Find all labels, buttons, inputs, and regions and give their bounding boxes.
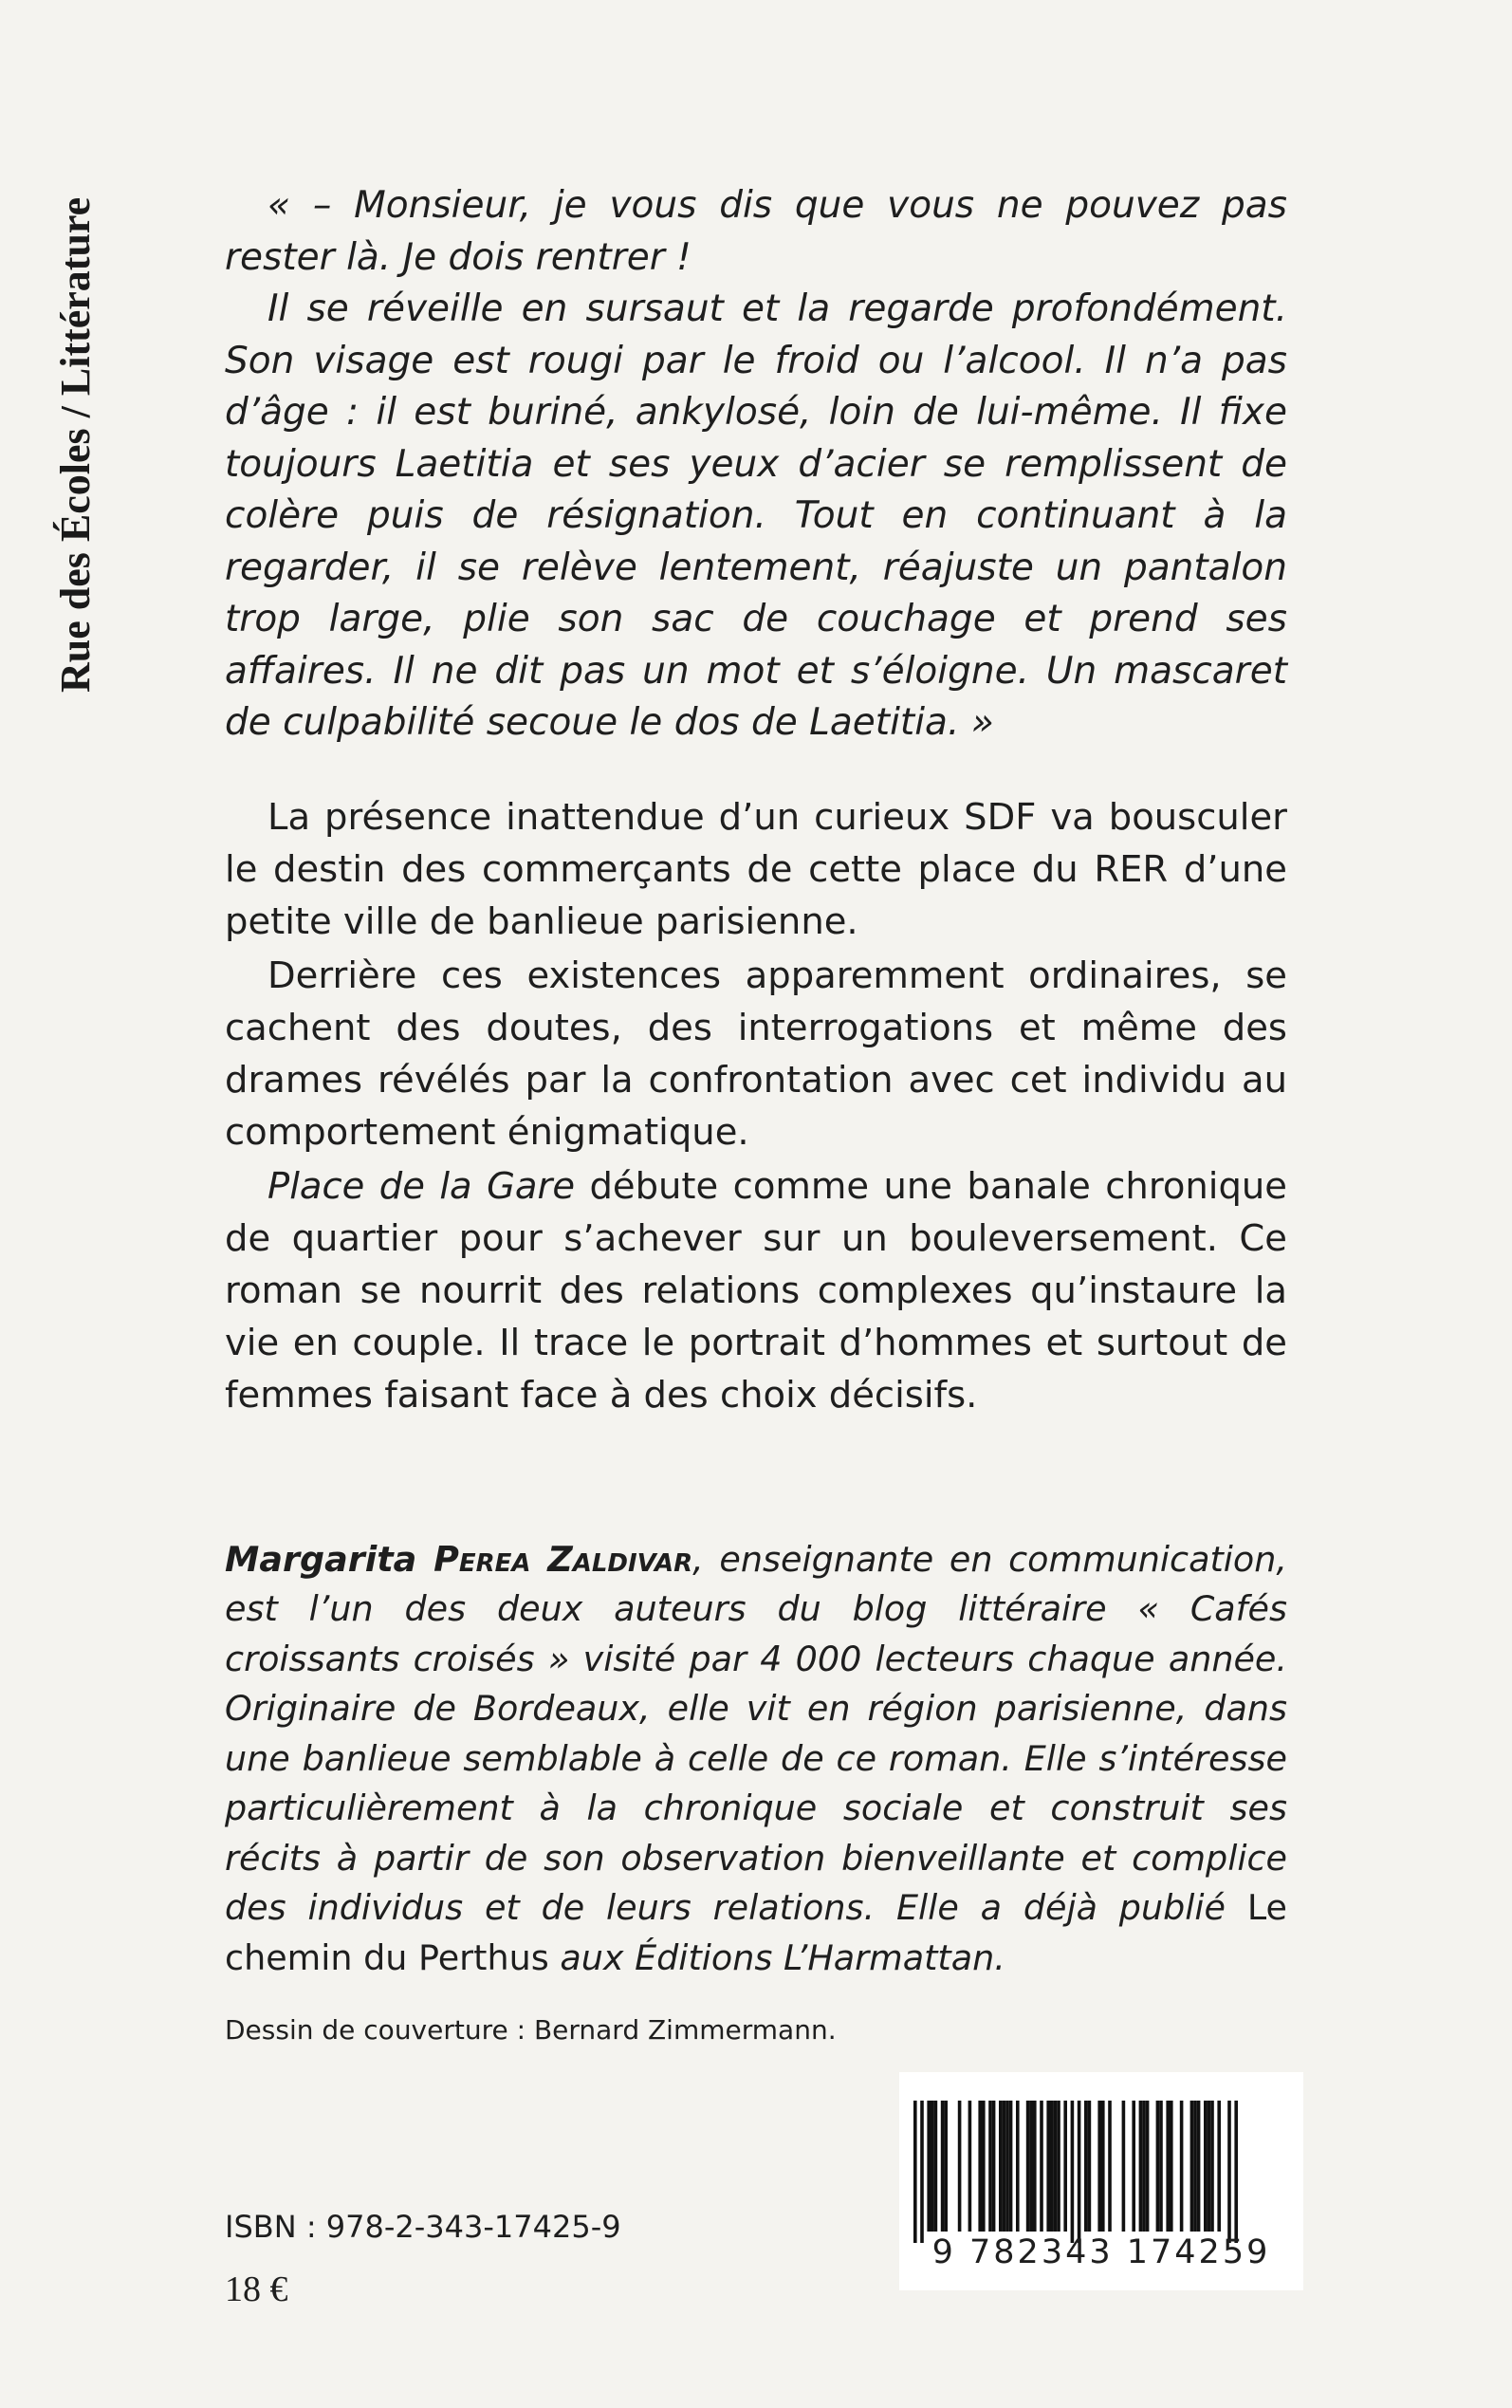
barcode-bar — [913, 2101, 917, 2243]
book-summary — [225, 791, 1287, 1421]
barcode-bar — [1190, 2101, 1194, 2232]
barcode-bar — [1156, 2101, 1160, 2232]
book-title: Place de la Gare — [267, 1164, 576, 1208]
barcode-bar — [1210, 2101, 1214, 2232]
barcode-bar — [1217, 2101, 1221, 2232]
barcode-bar — [944, 2101, 948, 2232]
barcode-bar — [1071, 2101, 1075, 2243]
barcode-bar — [1078, 2101, 1081, 2243]
isbn: ISBN : 978-2-343-17425-9 — [225, 2209, 621, 2245]
author-first-name: Margarita — [225, 1538, 434, 1580]
barcode-bar — [1057, 2101, 1060, 2232]
barcode — [899, 2072, 1303, 2290]
barcode-bar — [1003, 2101, 1006, 2232]
barcode-bar — [931, 2101, 934, 2232]
barcode-bar — [1101, 2101, 1105, 2232]
barcode-bar — [958, 2101, 962, 2232]
barcode-bar — [1193, 2101, 1197, 2232]
barcode-bar — [982, 2101, 986, 2232]
barcode-digits: 9 782343 174259 — [931, 2233, 1271, 2271]
author-bio — [225, 1535, 1287, 1984]
price: 18 € — [225, 2269, 288, 2309]
barcode-bar — [1197, 2101, 1201, 2232]
barcode-bar — [1122, 2101, 1126, 2232]
barcode-bar — [1050, 2101, 1054, 2232]
barcode-bar — [1227, 2101, 1231, 2243]
author-last-name: Perea Zaldivar — [433, 1538, 693, 1580]
barcode-bar — [941, 2101, 945, 2232]
excerpt-paragraph: « – Monsieur, je vous dis que vous ne pouvez pas rester là. Je dois rentrer ! — [225, 184, 1287, 279]
summary-paragraph: La présence inattendue d’un curieux SDF va bousculer le destin des commerçants de cette place du RER d’une petite ville de banlieue parisienne. — [225, 795, 1287, 943]
previous-book-title: Le chemin du Perthus — [225, 1887, 1287, 1978]
summary-text: débute comme une banale chronique de quartier pour s’achever sur un bouleversement. Ce roman se nourrit des relations complexes qu’instaure la vie en couple. Il trace le portrait d’hommes et surtout de femmes faisant face à des choix décisifs. — [225, 1164, 1287, 1417]
barcode-bar — [988, 2101, 992, 2232]
barcode-bar — [1170, 2101, 1173, 2232]
barcode-bar — [1139, 2101, 1143, 2232]
barcode-bar — [968, 2101, 972, 2232]
barcode-bar — [1132, 2101, 1135, 2232]
barcode-bar — [1097, 2101, 1101, 2232]
summary-paragraph — [225, 1160, 1287, 1421]
barcode-bar — [999, 2101, 1003, 2232]
barcode-bar — [1234, 2101, 1238, 2243]
barcode-bar — [1180, 2101, 1184, 2232]
barcode-bar — [1009, 2101, 1013, 2232]
barcode-bar — [1046, 2101, 1050, 2232]
bio-paragraph — [225, 1535, 1287, 1984]
barcode-bar — [992, 2101, 996, 2232]
bio-text: , enseignante en communication, est l’un des deux auteurs du blog littéraire « Cafés croissants croisés » visité par 4 000 lecteurs chaque année. Originaire de Bordeaux, elle vit en région parisienne, dans une banlieue semblable à celle de ce roman. Elle s’intéresse particulièrement à la chronique sociale et construit ses récits à partir de son observation bienveillante et complice des individus et de leurs relations. Elle a déjà publié — [225, 1538, 1287, 1928]
barcode-bar — [1063, 2101, 1067, 2232]
barcode-bar — [1208, 2101, 1211, 2232]
barcode-bar — [1016, 2101, 1020, 2232]
back-cover-text — [225, 180, 1287, 1983]
barcode-bar — [1204, 2101, 1208, 2232]
bio-text-end: aux Éditions L’Harmattan. — [548, 1936, 1005, 1978]
barcode-bar — [927, 2101, 931, 2232]
spine-label: Rue des Écoles / Littérature — [52, 196, 99, 693]
barcode-bar — [1026, 2101, 1030, 2232]
barcode-bar — [1040, 2101, 1043, 2232]
excerpt-quote — [225, 180, 1287, 750]
barcode-bar — [1146, 2101, 1150, 2232]
barcode-bar — [1005, 2101, 1009, 2232]
barcode-bar — [1054, 2101, 1058, 2232]
barcode-bar — [1166, 2101, 1170, 2232]
summary-paragraph: Derrière ces existences apparemment ordinaires, se cachent des doutes, des interrogations et même des drames révélés par la confrontation avec cet individu au comportement énigmatique. — [225, 954, 1287, 1154]
barcode-bar — [1088, 2101, 1092, 2232]
barcode-bar — [1108, 2101, 1112, 2232]
barcode-bar — [920, 2101, 924, 2243]
barcode-bar — [934, 2101, 938, 2232]
barcode-bar — [978, 2101, 982, 2232]
excerpt-paragraph: Il se réveille en sursaut et la regarde profondément. Son visage est rougi par le froid ou l’alcool. Il n’a pas d’âge : il est buriné, ankylosé, loin de lui-même. Il fixe toujours Laetitia et ses yeux d’acier se remplissent de colère puis de résignation. Tout en continuant à la regarder, il se relève lentement, réajuste un pantalon trop large, plie son sac de couchage et prend ses affaires. Il ne dit pas un mot et s’éloigne. Un mascaret de culpabilité secoue le dos de Laetitia. » — [225, 287, 1287, 744]
barcode-bar — [1084, 2101, 1088, 2232]
barcode-bar — [1029, 2101, 1033, 2232]
barcode-bar — [1033, 2101, 1037, 2232]
barcode-bar — [1142, 2101, 1146, 2232]
barcode-bar — [1159, 2101, 1163, 2232]
cover-credit: Dessin de couverture : Bernard Zimmermann. — [225, 2014, 837, 2046]
